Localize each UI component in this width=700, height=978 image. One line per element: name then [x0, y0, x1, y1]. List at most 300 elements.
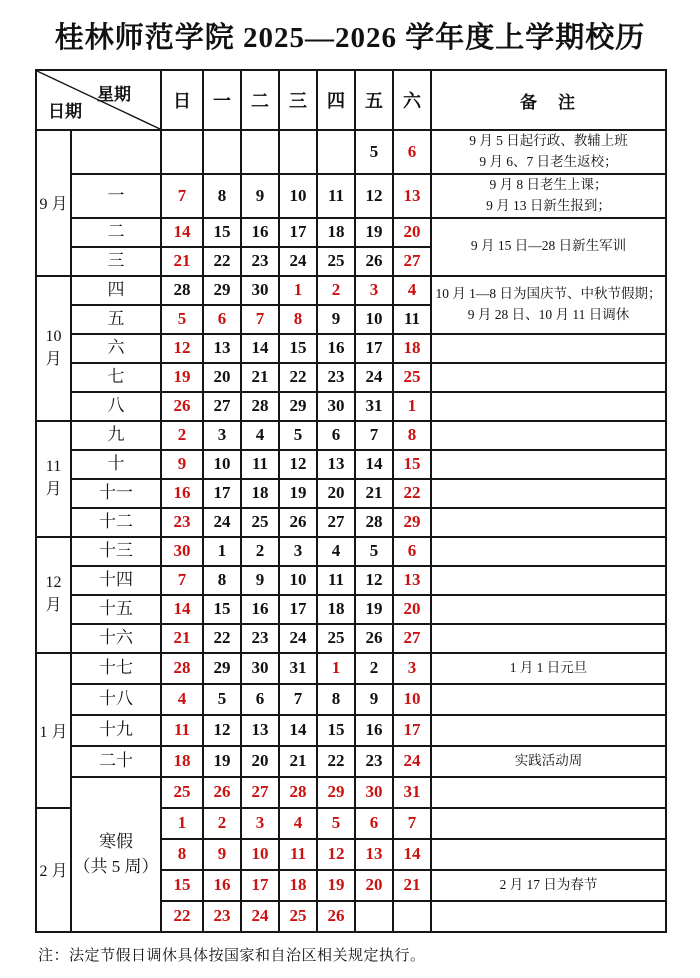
header-date-label: 日期 [48, 102, 82, 121]
day-cell: 20 [203, 363, 241, 392]
week-label: 寒假 [99, 831, 133, 851]
week-cell [71, 595, 161, 624]
week-label: 十六 [99, 628, 133, 648]
calendar-row [36, 508, 666, 537]
day-cell: 29 [393, 508, 431, 537]
day-cell: 30 [355, 777, 393, 808]
day-cell: 1 [317, 653, 355, 684]
day-cell: 30 [317, 392, 355, 421]
day-cell: 10 [203, 450, 241, 479]
week-cell [71, 334, 161, 363]
day-cell: 24 [241, 901, 279, 932]
day-cell: 8 [203, 174, 241, 218]
week-label: 三 [107, 251, 125, 271]
remark-line: 1 月 1 日元旦 [509, 659, 588, 675]
day-cell: 5 [355, 130, 393, 174]
day-cell: 28 [279, 777, 317, 808]
week-cell [71, 421, 161, 450]
month-cell: 11 月 [36, 421, 71, 537]
week-label: 九 [107, 425, 125, 445]
remark-cell [431, 808, 666, 839]
week-label: 二十 [99, 751, 133, 771]
remark-cell [431, 839, 666, 870]
day-cell: 13 [317, 450, 355, 479]
day-cell: 23 [317, 363, 355, 392]
header-day-tue: 二 [241, 70, 279, 130]
remark-cell [431, 746, 666, 777]
calendar-row [36, 363, 666, 392]
day-cell: 7 [393, 808, 431, 839]
day-cell: 25 [393, 363, 431, 392]
day-cell: 5 [317, 808, 355, 839]
remark-line: 9 月 8 日老生上课； [489, 176, 608, 192]
day-cell: 25 [279, 901, 317, 932]
day-cell: 7 [355, 421, 393, 450]
day-cell: 1 [161, 808, 203, 839]
remark-line: 9 月 15 日—28 日新生军训 [470, 238, 627, 254]
header-day-thu: 四 [317, 70, 355, 130]
remark-cell [431, 777, 666, 808]
remark-cell [431, 130, 666, 174]
day-cell: 2 [355, 653, 393, 684]
day-cell [393, 901, 431, 932]
week-label: 一 [107, 186, 125, 206]
calendar-row [36, 746, 666, 777]
day-cell: 18 [279, 870, 317, 901]
day-cell: 17 [393, 715, 431, 746]
day-cell: 25 [317, 624, 355, 653]
day-cell: 3 [393, 653, 431, 684]
day-cell: 30 [241, 276, 279, 305]
day-cell: 8 [317, 684, 355, 715]
day-cell: 2 [203, 808, 241, 839]
day-cell: 9 [317, 305, 355, 334]
day-cell: 2 [161, 421, 203, 450]
week-cell [71, 392, 161, 421]
day-cell: 14 [161, 595, 203, 624]
day-cell: 26 [279, 508, 317, 537]
day-cell: 20 [393, 595, 431, 624]
week-cell [71, 653, 161, 684]
calendar-row [36, 566, 666, 595]
day-cell: 19 [355, 595, 393, 624]
day-cell: 17 [355, 334, 393, 363]
day-cell: 4 [161, 684, 203, 715]
week-cell [71, 684, 161, 715]
day-cell: 27 [393, 624, 431, 653]
day-cell: 3 [241, 808, 279, 839]
day-cell: 13 [355, 839, 393, 870]
day-cell: 26 [317, 901, 355, 932]
day-cell: 10 [279, 566, 317, 595]
week-label: 六 [107, 338, 125, 358]
day-cell: 12 [355, 174, 393, 218]
week-cell [71, 715, 161, 746]
week-cell [71, 247, 161, 276]
day-cell: 5 [161, 305, 203, 334]
day-cell: 1 [279, 276, 317, 305]
week-label: 十二 [99, 512, 133, 532]
day-cell: 9 [203, 839, 241, 870]
day-cell: 31 [279, 653, 317, 684]
week-label: 十八 [99, 689, 133, 709]
day-cell: 10 [393, 684, 431, 715]
week-label: 七 [107, 367, 125, 387]
week-label: 十一 [99, 483, 133, 503]
week-label: 十五 [99, 599, 133, 619]
remark-line: 2 月 17 日为春节 [499, 876, 598, 892]
week-label: 十四 [99, 570, 133, 590]
remark-line: 9 月 13 日新生报到； [486, 197, 611, 213]
calendar-row [36, 334, 666, 363]
day-cell: 9 [241, 174, 279, 218]
day-cell: 4 [279, 808, 317, 839]
day-cell: 6 [241, 684, 279, 715]
week-label: 二 [107, 222, 125, 242]
day-cell: 10 [355, 305, 393, 334]
remark-cell [431, 218, 666, 276]
day-cell: 16 [241, 218, 279, 247]
calendar-body [36, 130, 666, 932]
day-cell: 11 [317, 566, 355, 595]
day-cell: 16 [317, 334, 355, 363]
day-cell: 15 [203, 595, 241, 624]
day-cell: 25 [241, 508, 279, 537]
calendar-row [36, 624, 666, 653]
day-cell: 18 [241, 479, 279, 508]
week-label: 十三 [99, 541, 133, 561]
day-cell: 14 [161, 218, 203, 247]
day-cell: 30 [161, 537, 203, 566]
day-cell: 17 [279, 218, 317, 247]
calendar-row [36, 684, 666, 715]
day-cell: 28 [241, 392, 279, 421]
week-cell [71, 777, 161, 932]
month-cell: 9 月 [36, 130, 71, 276]
day-cell: 12 [161, 334, 203, 363]
remark-line: 9 月 5 日起行政、教辅上班 [469, 133, 628, 148]
week-label: 四 [107, 280, 125, 300]
month-cell: 2 月 [36, 808, 71, 932]
remark-cell [431, 174, 666, 218]
remark-cell [431, 421, 666, 450]
remark-line: 9 月 6、7 日老生返校； [479, 153, 618, 169]
day-cell: 23 [355, 746, 393, 777]
day-cell: 27 [393, 247, 431, 276]
day-cell: 14 [393, 839, 431, 870]
day-cell: 25 [161, 777, 203, 808]
remark-line: 10 月 1—8 日为国庆节、中秋节假期； [435, 285, 662, 301]
day-cell: 9 [355, 684, 393, 715]
day-cell: 17 [203, 479, 241, 508]
day-cell: 31 [393, 777, 431, 808]
day-cell: 16 [203, 870, 241, 901]
day-cell: 23 [161, 508, 203, 537]
day-cell: 14 [355, 450, 393, 479]
day-cell: 21 [161, 247, 203, 276]
day-cell [355, 901, 393, 932]
day-cell: 18 [317, 218, 355, 247]
day-cell: 21 [393, 870, 431, 901]
day-cell: 9 [241, 566, 279, 595]
day-cell: 27 [317, 508, 355, 537]
week-cell [71, 537, 161, 566]
week-cell [71, 363, 161, 392]
day-cell: 15 [203, 218, 241, 247]
day-cell: 18 [161, 746, 203, 777]
day-cell: 7 [279, 684, 317, 715]
day-cell: 11 [279, 839, 317, 870]
calendar-row [36, 653, 666, 684]
day-cell: 29 [203, 276, 241, 305]
week-cell [71, 218, 161, 247]
day-cell: 16 [241, 595, 279, 624]
day-cell: 12 [355, 566, 393, 595]
day-cell: 6 [393, 130, 431, 174]
remark-cell [431, 684, 666, 715]
header-week-label: 星期 [97, 85, 131, 104]
calendar-row [36, 479, 666, 508]
day-cell: 6 [355, 808, 393, 839]
calendar-row [36, 450, 666, 479]
day-cell: 12 [317, 839, 355, 870]
day-cell: 24 [203, 508, 241, 537]
day-cell: 26 [355, 247, 393, 276]
day-cell: 6 [203, 305, 241, 334]
footnote: 注：法定节假日调休具体按国家和自治区相关规定执行。 [38, 947, 426, 964]
day-cell [279, 130, 317, 174]
calendar-row [36, 392, 666, 421]
calendar-row [36, 130, 666, 174]
day-cell [317, 130, 355, 174]
calendar-row [36, 537, 666, 566]
day-cell [203, 130, 241, 174]
day-cell: 14 [241, 334, 279, 363]
day-cell: 10 [279, 174, 317, 218]
day-cell: 21 [241, 363, 279, 392]
calendar-row [36, 421, 666, 450]
day-cell: 22 [203, 247, 241, 276]
day-cell: 16 [161, 479, 203, 508]
day-cell: 16 [355, 715, 393, 746]
remark-cell [431, 715, 666, 746]
day-cell: 4 [393, 276, 431, 305]
day-cell: 10 [241, 839, 279, 870]
week-label: 八 [107, 396, 125, 416]
day-cell: 13 [241, 715, 279, 746]
day-cell: 21 [279, 746, 317, 777]
day-cell: 5 [279, 421, 317, 450]
day-cell: 22 [203, 624, 241, 653]
day-cell: 14 [279, 715, 317, 746]
header-day-sat: 六 [393, 70, 431, 130]
day-cell: 28 [355, 508, 393, 537]
day-cell: 13 [203, 334, 241, 363]
remark-cell [431, 537, 666, 566]
header-row [36, 70, 666, 130]
day-cell: 23 [241, 247, 279, 276]
day-cell: 6 [317, 421, 355, 450]
day-cell: 8 [393, 421, 431, 450]
week-cell [71, 746, 161, 777]
day-cell: 7 [161, 174, 203, 218]
remark-cell [431, 566, 666, 595]
day-cell: 6 [393, 537, 431, 566]
day-cell: 22 [279, 363, 317, 392]
day-cell: 29 [279, 392, 317, 421]
day-cell: 13 [393, 566, 431, 595]
diagonal-header-cell [36, 70, 161, 130]
header-day-mon: 一 [203, 70, 241, 130]
day-cell: 20 [241, 746, 279, 777]
day-cell: 29 [203, 653, 241, 684]
day-cell: 21 [355, 479, 393, 508]
day-cell: 20 [393, 218, 431, 247]
day-cell: 11 [393, 305, 431, 334]
day-cell: 7 [161, 566, 203, 595]
day-cell: 11 [317, 174, 355, 218]
day-cell: 20 [317, 479, 355, 508]
day-cell: 22 [161, 901, 203, 932]
day-cell: 28 [161, 276, 203, 305]
month-cell: 10 月 [36, 276, 71, 421]
day-cell: 1 [393, 392, 431, 421]
week-cell [71, 174, 161, 218]
remark-cell [431, 870, 666, 901]
remark-cell [431, 901, 666, 932]
day-cell: 22 [393, 479, 431, 508]
page-title: 桂林师范学院 2025—2026 学年度上学期校历 [54, 22, 646, 54]
day-cell: 23 [241, 624, 279, 653]
calendar-row [36, 276, 666, 305]
week-cell [71, 508, 161, 537]
day-cell: 11 [161, 715, 203, 746]
day-cell: 26 [355, 624, 393, 653]
day-cell [161, 130, 203, 174]
day-cell: 28 [161, 653, 203, 684]
day-cell: 2 [317, 276, 355, 305]
month-cell: 1 月 [36, 653, 71, 808]
day-cell: 24 [393, 746, 431, 777]
day-cell: 8 [161, 839, 203, 870]
day-cell: 21 [161, 624, 203, 653]
day-cell: 17 [241, 870, 279, 901]
day-cell: 19 [161, 363, 203, 392]
remark-line: 9 月 28 日、10 月 11 日调休 [467, 306, 630, 322]
day-cell: 26 [161, 392, 203, 421]
remark-cell [431, 363, 666, 392]
header-day-fri: 五 [355, 70, 393, 130]
remark-line: 实践活动周 [514, 752, 583, 768]
remark-cell [431, 276, 666, 334]
day-cell: 3 [355, 276, 393, 305]
day-cell: 24 [279, 624, 317, 653]
day-cell: 4 [317, 537, 355, 566]
day-cell: 26 [203, 777, 241, 808]
day-cell: 25 [317, 247, 355, 276]
day-cell: 13 [393, 174, 431, 218]
day-cell: 1 [203, 537, 241, 566]
remark-cell [431, 653, 666, 684]
day-cell: 15 [279, 334, 317, 363]
week-cell [71, 624, 161, 653]
calendar-row [36, 715, 666, 746]
day-cell: 7 [241, 305, 279, 334]
day-cell: 23 [203, 901, 241, 932]
day-cell: 24 [279, 247, 317, 276]
day-cell: 30 [241, 653, 279, 684]
day-cell: 8 [279, 305, 317, 334]
day-cell: 19 [317, 870, 355, 901]
day-cell: 15 [393, 450, 431, 479]
day-cell: 19 [355, 218, 393, 247]
calendar-table [35, 69, 667, 933]
week-label: （共 5 周） [73, 857, 159, 877]
day-cell: 22 [317, 746, 355, 777]
day-cell: 12 [279, 450, 317, 479]
calendar-row [36, 595, 666, 624]
day-cell: 29 [317, 777, 355, 808]
day-cell: 3 [279, 537, 317, 566]
day-cell: 17 [279, 595, 317, 624]
calendar-row [36, 777, 666, 808]
day-cell: 12 [203, 715, 241, 746]
day-cell: 18 [393, 334, 431, 363]
week-cell [71, 450, 161, 479]
day-cell: 4 [241, 421, 279, 450]
calendar-row [36, 174, 666, 218]
remark-cell [431, 450, 666, 479]
week-cell [71, 479, 161, 508]
day-cell: 31 [355, 392, 393, 421]
day-cell: 2 [241, 537, 279, 566]
day-cell [241, 130, 279, 174]
header-day-sun: 日 [161, 70, 203, 130]
day-cell: 9 [161, 450, 203, 479]
day-cell: 24 [355, 363, 393, 392]
day-cell: 18 [317, 595, 355, 624]
week-cell [71, 566, 161, 595]
week-label: 十 [107, 454, 125, 474]
remark-cell [431, 479, 666, 508]
month-cell: 12 月 [36, 537, 71, 653]
day-cell: 20 [355, 870, 393, 901]
week-cell [71, 130, 161, 174]
week-cell [71, 276, 161, 305]
day-cell: 19 [279, 479, 317, 508]
day-cell: 8 [203, 566, 241, 595]
calendar-row [36, 218, 666, 247]
day-cell: 5 [355, 537, 393, 566]
week-label: 十九 [99, 720, 133, 740]
header-day-wed: 三 [279, 70, 317, 130]
remark-cell [431, 624, 666, 653]
day-cell: 27 [241, 777, 279, 808]
remark-cell [431, 508, 666, 537]
day-cell: 15 [161, 870, 203, 901]
header-remark-label: 备 注 [431, 70, 666, 130]
week-label: 五 [107, 309, 125, 329]
day-cell: 27 [203, 392, 241, 421]
day-cell: 15 [317, 715, 355, 746]
day-cell: 5 [203, 684, 241, 715]
remark-cell [431, 392, 666, 421]
week-label: 十七 [99, 658, 133, 678]
week-cell [71, 305, 161, 334]
day-cell: 3 [203, 421, 241, 450]
remark-cell [431, 334, 666, 363]
day-cell: 11 [241, 450, 279, 479]
